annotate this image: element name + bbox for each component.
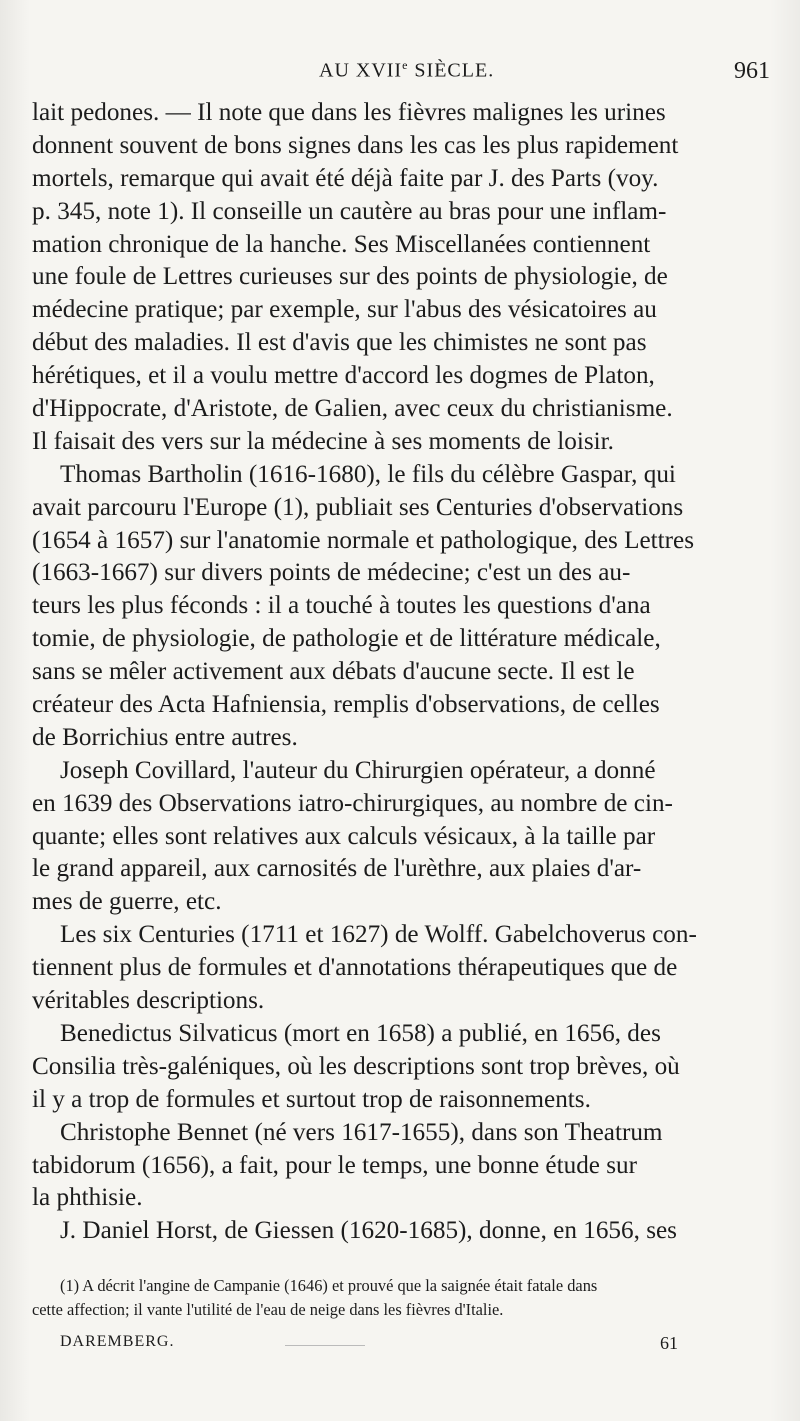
footnotes: [32, 1274, 754, 1322]
text-line: une foule de Lettres curieuses sur des points de physiologie, de: [32, 263, 668, 291]
text-line: Christophe Bennet (né vers 1617-1655), dans son Theatrum: [60, 1118, 663, 1146]
text-line: donnent souvent de bons signes dans les cas les plus rapidement: [32, 131, 679, 159]
text-line: p. 345, note 1). Il conseille un cautère au bras pour une inflam-: [32, 197, 667, 225]
running-head: AU XVIIe SIÈCLE.: [319, 58, 495, 82]
text-line: lait pedones. — Il note que dans les fièvres malignes les urines: [32, 99, 666, 126]
text-line: (1663-1667) sur divers points de médecine; c'est un des au-: [32, 559, 631, 587]
signature-number: 61: [660, 1333, 678, 1353]
text-line: mes de guerre, etc.: [32, 888, 222, 916]
text-line: teurs les plus féconds : il a touché à toutes les questions d'ana: [32, 592, 651, 620]
page-footer: [60, 1333, 680, 1357]
text-line: médecine pratique; par exemple, sur l'abus des vésicatoires au: [32, 296, 657, 324]
text-line: début des maladies. Il est d'avis que les chimistes ne sont pas: [32, 329, 647, 357]
page-number: 961: [734, 58, 770, 84]
page-header: [32, 58, 770, 88]
text-line: créateur des Acta Hafniensia, remplis d'observations, de celles: [32, 691, 660, 719]
text-line: mortels, remarque qui avait été déjà faite par J. des Parts (voy.: [32, 164, 659, 192]
text-line: il y a trop de formules et surtout trop de raisonnements.: [32, 1085, 591, 1113]
text-line: Consilia très-galéniques, où les descriptions sont trop brèves, où: [32, 1052, 680, 1080]
text-line: Il faisait des vers sur la médecine à ses moments de loisir.: [32, 427, 614, 455]
text-line: d'Hippocrate, d'Aristote, de Galien, avec ceux du christianisme.: [32, 395, 673, 423]
text-line: véritables descriptions.: [32, 987, 265, 1015]
text-line: de Borrichius entre autres.: [32, 723, 298, 751]
text-line: (1654 à 1657) sur l'anatomie normale et pathologique, des Lettres: [32, 526, 695, 554]
text-line: Thomas Bartholin (1616-1680), le fils du célèbre Gaspar, qui: [60, 460, 676, 488]
text-line: tomie, de physiologie, de pathologie et de littérature médicale,: [32, 625, 661, 653]
text-line: sans se mêler activement aux débats d'aucune secte. Il est le: [32, 658, 635, 686]
text-line: le grand appareil, aux carnosités de l'urèthre, aux plaies d'ar-: [32, 855, 642, 883]
text-line: quante; elles sont relatives aux calculs vésicaux, à la taille par: [32, 822, 656, 850]
body-text: [32, 97, 752, 1248]
text-line: en 1639 des Observations iatro-chirurgiques, au nombre de cin-: [32, 789, 673, 817]
text-line: Joseph Covillard, l'auteur du Chirurgien opérateur, a donné: [60, 756, 656, 784]
text-line: Les six Centuries (1711 et 1627) de Wolff. Gabelchoverus con-: [60, 921, 697, 949]
text-line: J. Daniel Horst, de Giessen (1620-1685), donne, en 1656, ses: [60, 1217, 677, 1245]
footer-rule: [285, 1345, 365, 1346]
text-line: tiennent plus de formules et d'annotations thérapeutiques que de: [32, 954, 678, 982]
text-line: Benedictus Silvaticus (mort en 1658) a publié, en 1656, des: [60, 1019, 661, 1047]
text-line: avait parcouru l'Europe (1), publiait ses Centuries d'observations: [32, 493, 684, 521]
text-line: hérétiques, et il a voulu mettre d'accord les dogmes de Platon,: [32, 362, 655, 390]
footnote-line: cette affection; il vante l'utilité de l'eau de neige dans les fièvres d'Italie.: [32, 1300, 504, 1319]
text-line: tabidorum (1656), a fait, pour le temps, une bonne étude sur: [32, 1151, 638, 1179]
text-line: la phthisie.: [32, 1184, 143, 1212]
printer-signature: DAREMBERG.: [60, 1333, 175, 1350]
footnote-line: (1) A décrit l'angine de Campanie (1646) et prouvé que la saignée était fatale dans: [60, 1276, 598, 1295]
text-line: mation chronique de la hanche. Ses Miscellanées contiennent: [32, 230, 651, 258]
